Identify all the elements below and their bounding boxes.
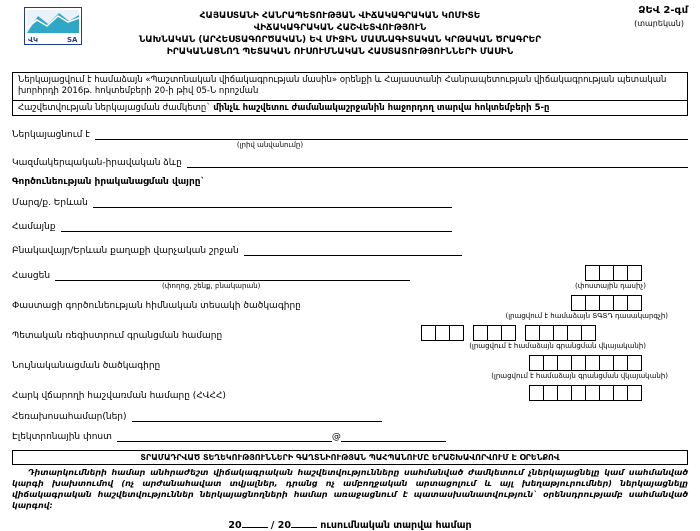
id-code-label: Նույնականացման ծածկագիրը bbox=[12, 361, 161, 372]
presenter-row bbox=[12, 127, 688, 140]
email-domain-input-line[interactable] bbox=[341, 429, 446, 442]
region-input-line[interactable] bbox=[93, 195, 452, 208]
confidentiality-banner: ՏՐԱՄԱԴՐՎԱԾ ՏԵՂԵԿՈՒԹՅՈՒՆՆԵՐԻ ԳԱՂՏՆԻՈՒԹՅԱՆ ՊԱՀՊԱՆՈՒՄԸ ԵՐԱՇԽԱՎՈՐՎՈՒՄ Է ՕՐԵՆՔՈՎ bbox=[12, 450, 688, 465]
code-cell[interactable] bbox=[585, 355, 600, 371]
code-cell[interactable] bbox=[627, 265, 642, 281]
deadline-box bbox=[12, 101, 688, 116]
code-cell[interactable] bbox=[599, 295, 614, 311]
email-local-input-line[interactable] bbox=[117, 429, 332, 442]
deadline-label: Հաշվետվության ներկայացման ժամկետը` bbox=[18, 103, 211, 114]
postal-code-cells bbox=[586, 265, 642, 281]
year1-blank[interactable] bbox=[242, 517, 268, 528]
code-cell[interactable] bbox=[613, 265, 628, 281]
settlement-label: Բնակավայր/Երևան քաղաքի վարչական շրջան bbox=[12, 246, 239, 257]
registry-number-hint: (լրացվում է համաձայն գրանցման վկայականի) bbox=[469, 342, 646, 351]
email-label: Էլեկտրոնային փոստ bbox=[12, 432, 112, 443]
phone-row bbox=[12, 409, 688, 422]
tin-cells bbox=[530, 385, 642, 401]
address-row bbox=[12, 265, 688, 281]
code-cell[interactable] bbox=[567, 325, 582, 341]
code-cell[interactable] bbox=[543, 355, 558, 371]
code-cell[interactable] bbox=[539, 325, 554, 341]
registry-number-hint-row bbox=[12, 342, 688, 350]
code-cell[interactable] bbox=[585, 385, 600, 401]
community-label: Համայնք bbox=[12, 222, 56, 233]
title-line-3: ՆԱԽՆԱԿԱՆ (ԱՐՀԵՍՏԱԳՈՐԾԱԿԱՆ) ԵՎ ՄԻՋԻՆ ՄԱՍՆԱԳԻՏԱԿԱՆ ԿՐԹԱԿԱՆ ԾՐԱԳՐԵՐ bbox=[138, 35, 542, 46]
code-cell[interactable] bbox=[581, 325, 596, 341]
email-at-sign: @ bbox=[331, 432, 341, 443]
code-cell-group bbox=[422, 325, 464, 341]
activity-code-cells bbox=[572, 295, 642, 311]
id-code-cells bbox=[530, 355, 642, 371]
code-cell[interactable] bbox=[421, 325, 436, 341]
presenter-hint: (լրիվ անվանումը) bbox=[236, 141, 304, 150]
form-number: ՁԵՎ 2-գմ bbox=[638, 5, 688, 16]
address-hint-row bbox=[12, 282, 688, 290]
code-cell[interactable] bbox=[599, 355, 614, 371]
registry-number-row bbox=[12, 325, 688, 341]
settlement-row bbox=[12, 243, 462, 256]
code-cell[interactable] bbox=[627, 385, 642, 401]
code-cell[interactable] bbox=[571, 355, 586, 371]
code-cell[interactable] bbox=[613, 295, 628, 311]
submission-basis-box: Ներկայացվում է համաձայն «Պաշտոնական վիճակագրության մասին» օրենքի և Հայաստանի Հանրապետության վիճակագրության պետական խորհրդի 2016թ. հոկտեմբերի 20-ի թիվ 05-Ն որոշման bbox=[12, 72, 688, 102]
id-code-hint: (լրացվում է համաձայն գրանցման վկայականի) bbox=[491, 372, 668, 381]
code-cell[interactable] bbox=[613, 385, 628, 401]
academic-year-suffix: ուսումնական տարվա համար bbox=[320, 519, 472, 531]
year2-prefix: 20 bbox=[277, 519, 291, 531]
form-meta bbox=[598, 5, 688, 28]
code-cell[interactable] bbox=[473, 325, 488, 341]
code-cell-group bbox=[474, 325, 516, 341]
armstat-logo bbox=[24, 7, 82, 45]
legal-form-row bbox=[12, 155, 688, 168]
code-cell[interactable] bbox=[585, 295, 600, 311]
code-cell[interactable] bbox=[449, 325, 464, 341]
region-label: Մարզ/ք. Երևան bbox=[12, 198, 88, 209]
code-cell[interactable] bbox=[613, 355, 628, 371]
code-cell[interactable] bbox=[585, 265, 600, 281]
tin-label: Հարկ վճարողի հաշվառման համարը (ՀՎՀՀ) bbox=[12, 391, 226, 402]
year-separator: / bbox=[270, 519, 275, 531]
code-cell-group bbox=[526, 325, 596, 341]
year1-prefix: 20 bbox=[228, 519, 242, 531]
liability-warning: Դիտարկումների համար անհրաժեշտ վիճակագրական հաշվետվությունները սահմանված ժամկետում չներկայացնելը կամ սահմանված կարգի խախտումով (ոչ արժանահավատ տվյալներ, դրանց ոչ ամբողջական արտացոլում և այլ խեղաթյուրումներ) ներկայացնելը վիճակագրական հաշվետվություններ ներկայացնողների համար առաջացնում է պատասխանատվություն` օրենսդրությամբ սահմանված կարգով: bbox=[12, 468, 688, 510]
code-cell[interactable] bbox=[543, 385, 558, 401]
settlement-input-line[interactable] bbox=[244, 243, 462, 256]
registry-number-label: Պետական ռեգիստրում գրանցման համարը bbox=[12, 331, 223, 342]
code-cell[interactable] bbox=[529, 385, 544, 401]
code-cell[interactable] bbox=[553, 325, 568, 341]
code-cell[interactable] bbox=[571, 295, 586, 311]
form-periodicity: (տարեկան) bbox=[634, 19, 684, 28]
presenter-label: Ներկայացնում է bbox=[12, 130, 90, 141]
registry-number-cells bbox=[422, 325, 596, 341]
title-line-2: ՎԻՃԱԿԱԳՐԱԿԱՆ ՀԱՇՎԵՏՎՈՒԹՅՈՒՆ bbox=[253, 23, 427, 34]
code-cell[interactable] bbox=[501, 325, 516, 341]
code-cell[interactable] bbox=[529, 355, 544, 371]
postal-code-hint: (փոստային դասիչ) bbox=[575, 282, 646, 291]
code-cell[interactable] bbox=[435, 325, 450, 341]
community-row bbox=[12, 219, 452, 232]
activity-code-hint-row bbox=[12, 312, 688, 320]
code-cell[interactable] bbox=[525, 325, 540, 341]
activity-code-hint: (լրացվում է համաձայն ՏԳՏԴ դասակարգչի) bbox=[505, 312, 668, 321]
email-row bbox=[12, 429, 688, 442]
id-code-row bbox=[12, 355, 688, 371]
phone-input-line[interactable] bbox=[132, 409, 382, 422]
community-input-line[interactable] bbox=[61, 219, 452, 232]
legal-form-input-line[interactable] bbox=[187, 155, 688, 168]
presenter-hint-row bbox=[12, 141, 688, 149]
title-line-4: ԻՐԱԿԱՆԱՑՆՈՂ ՊԵՏԱԿԱՆ ՈՒՍՈՒՄՆԱԿԱՆ ՀԱՍՏԱՏՈՒԹՅՈՒՆՆԵՐԻ ՄԱՍԻՆ bbox=[166, 47, 514, 58]
logo-right-text: SA bbox=[67, 36, 78, 44]
legal-form-label: Կազմակերպական-իրավական ձևը bbox=[12, 158, 182, 169]
address-hint: (փողոց, շենք, բնակարան) bbox=[162, 282, 261, 291]
region-row bbox=[12, 195, 452, 208]
form-title bbox=[82, 5, 598, 59]
code-cell[interactable] bbox=[599, 385, 614, 401]
code-cell[interactable] bbox=[487, 325, 502, 341]
code-cell[interactable] bbox=[627, 355, 642, 371]
location-heading: Գործունեության իրականացման վայրը` bbox=[12, 177, 206, 188]
logo-left-text: ՎԿ bbox=[28, 36, 38, 44]
code-cell[interactable] bbox=[627, 295, 642, 311]
title-line-1: ՀԱՅԱՍՏԱՆԻ ՀԱՆՐԱՊԵՏՈՒԹՅԱՆ ՎԻՃԱԿԱԳՐԱԿԱՆ ԿՈՄԻՏԵ bbox=[199, 11, 481, 21]
address-label: Հասցեն bbox=[12, 271, 51, 282]
code-cell[interactable] bbox=[599, 265, 614, 281]
code-cell[interactable] bbox=[571, 385, 586, 401]
activity-code-row bbox=[12, 295, 688, 311]
deadline-value: մինչև հաշվետու ժամանակաշրջանին հաջորդող տարվա հոկտեմբերի 5-ը bbox=[213, 103, 550, 114]
activity-code-label: Փաստացի գործունեության հիմնական տեսակի ծածկագիրը bbox=[12, 301, 301, 312]
form-header bbox=[12, 5, 688, 59]
phone-label: Հեռախոսահամար(ներ) bbox=[12, 412, 127, 423]
code-cell[interactable] bbox=[557, 385, 572, 401]
year2-blank[interactable] bbox=[291, 517, 317, 528]
presenter-input-line[interactable] bbox=[95, 127, 688, 140]
code-cell[interactable] bbox=[557, 355, 572, 371]
id-code-hint-row bbox=[12, 372, 688, 380]
address-input-line[interactable] bbox=[55, 268, 410, 281]
tin-row bbox=[12, 385, 688, 401]
